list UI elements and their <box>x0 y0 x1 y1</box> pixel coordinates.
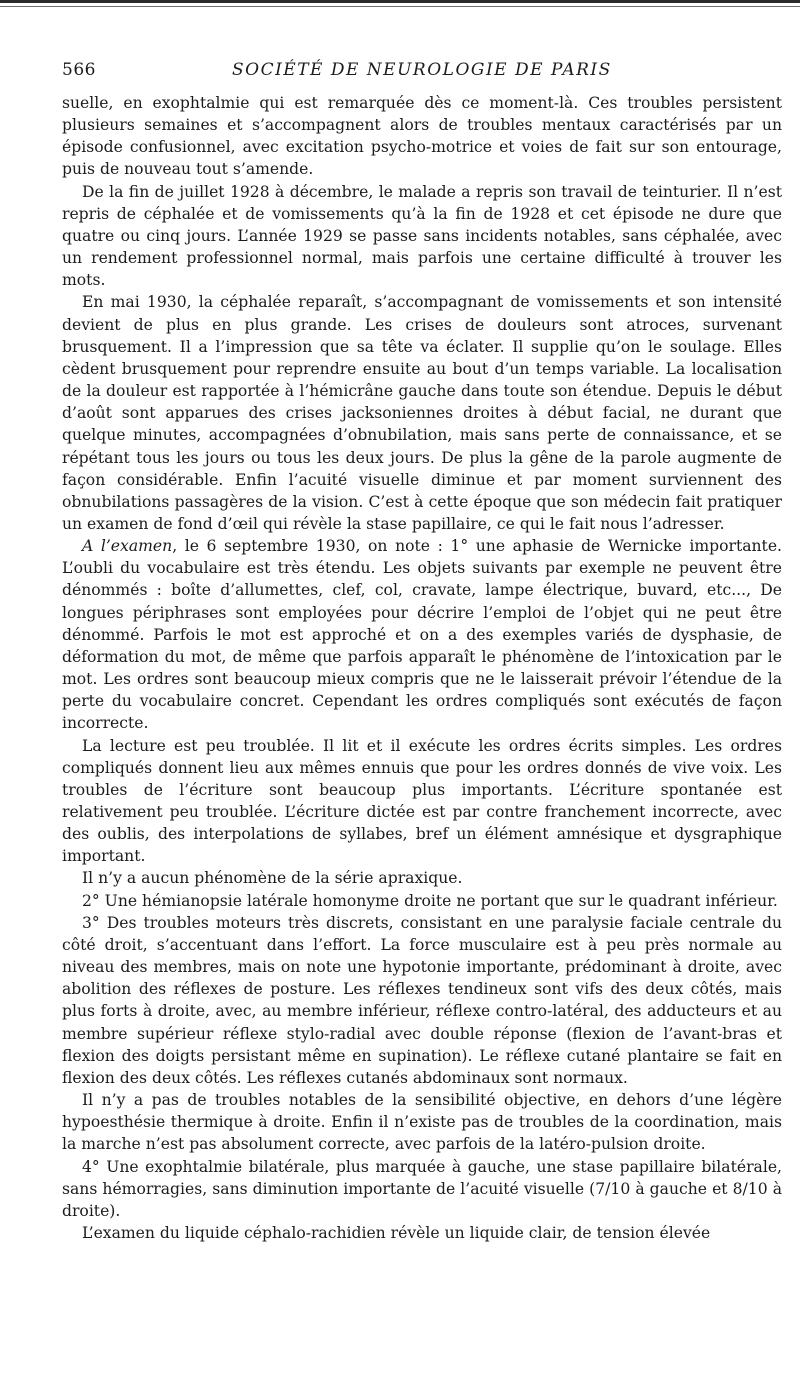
paragraph-3-text: En mai 1930, la céphalée reparaît, s’accompagnant de vomissements et son intensité devient de plus en plus grande. Les crises de douleurs sont atroces, survenant brusquement. Il a l’impression que sa tête va éclater. Il supplie qu’on le soulage. Elles cèdent brusquement pour reprendre ensuite au bout d’un temps variable. La localisation de la douleur est rapportée à l’hémicrâne gauche dans toute son étendue. Depuis le début d’août sont apparues des crises jacksoniennes droites à début facial, ne durant que quelque minutes, accompagnées d’obnubilation, mais sans perte de connaissance, et se répétant tous les jours ou tous les deux jours. De plus la gêne de la parole augmente de façon considérable. Enfin l’acuité visuelle diminue et par moment surviennent des obnubilations passagères de la vision. C’est à cette époque que son médecin fait pratiquer un examen de fond d’œil qui révèle la stase papillaire, ce qui le fait nous l’adresser. <box>62 293 782 533</box>
paragraph-8 <box>62 912 782 1089</box>
paragraph-2 <box>62 181 782 292</box>
paragraph-8-text: 3° Des troubles moteurs très discrets, consistant en une paralysie faciale centrale du côté droit, s’accentuant dans l’effort. La force musculaire est à peu près normale au niveau des membres, mais on note une hypotonie importante, prédominant à droite, avec abolition des réflexes de posture. Les réflexes tendineux sont vifs des deux côtés, mais plus forts à droite, avec, au membre inférieur, réflexe contro-latéral, des adducteurs et au membre supérieur réflexe stylo-radial avec double réponse (flexion de l’avant-bras et flexion des doigts persistant même en supination). Le réflexe cutané plantaire se fait en flexion des deux côtés. Les réflexes cutanés abdominaux sont normaux. <box>62 913 782 1087</box>
running-title: SOCIÉTÉ DE NEUROLOGIE DE PARIS <box>232 60 612 80</box>
top-border-thin-rule <box>0 6 800 7</box>
paragraph-10-text: 4° Une exophtalmie bilatérale, plus marquée à gauche, une stase papillaire bilatérale, sans hémorragies, sans diminution importante de l’acuité visuelle (7/10 à gauche et 8/10 à droite). <box>62 1157 782 1220</box>
article-body <box>62 92 782 1244</box>
paragraph-9 <box>62 1089 782 1155</box>
paragraph-10 <box>62 1156 782 1222</box>
paragraph-4-text: , le 6 septembre 1930, on note : 1° une aphasie de Wernicke importante. L’oubli du vocabulaire est très étendu. Les objets suivants par exemple ne peuvent être dénommés : boîte d’allumettes, clef, col, cravate, lampe électrique, buvard, etc..., De longues périphrases sont employées pour décrire l’emploi de l’objet qui ne peut être dénommé. Parfois le mot est approché et on a des exemples variés de dysphasie, de déformation du mot, de même que parfois apparaît le phénomène de l’intoxication par le mot. Les ordres sont beaucoup mieux compris que ne le laisserait prévoir l’étendue de la perte du vocabulaire concret. Cependant les ordres compliqués sont exécutés de façon incorrecte. <box>62 537 783 733</box>
paragraph-2-text: De la fin de juillet 1928 à décembre, le malade a repris son travail de teinturier. Il n’est repris de céphalée et de vomissements qu’à la fin de 1928 et cet épisode ne dure que quatre ou cinq jours. L’année 1929 se passe sans incidents notables, sans céphalée, avec un rendement professionnel normal, mais parfois une certaine difficulté à trouver les mots. <box>62 182 782 290</box>
paragraph-6-text: Il n’y a aucun phénomène de la série apraxique. <box>82 869 463 888</box>
paragraph-4 <box>62 535 782 734</box>
paragraph-1 <box>62 92 782 181</box>
paragraph-7 <box>62 890 782 912</box>
paragraph-1-text: suelle, en exophtalmie qui est remarquée dès ce moment-là. Ces troubles persistent plusieurs semaines et s’accompagnent alors de troubles mentaux caractérisés par un épisode confusionnel, avec excitation psycho-motrice et voies de fait sur son entourage, puis de nouveau tout s’amende. <box>62 94 782 179</box>
paragraph-9-text: Il n’y a pas de troubles notables de la sensibilité objective, en dehors d’une légère hypoesthésie thermique à droite. Enfin il n’existe pas de troubles de la coordination, mais la marche n’est pas absolument correcte, avec parfois de la latéro-pulsion droite. <box>62 1091 782 1154</box>
paragraph-7-text: 2° Une hémianopsie latérale homonyme droite ne portant que sur le quadrant inférieur. <box>82 891 778 910</box>
paragraph-11-text: L’examen du liquide céphalo-rachidien révèle un liquide clair, de tension élevée <box>82 1223 711 1242</box>
top-border-rule <box>0 0 800 3</box>
paragraph-5-text: La lecture est peu troublée. Il lit et il exécute les ordres écrits simples. Les ordres compliqués donnent lieu aux mêmes ennuis que pour les ordres donnés de vive voix. Les troubles de l’écriture sont beaucoup plus importants. L’écriture spontanée est relativement peu troublée. L’écriture dictée est par contre franchement incorrecte, avec des oublis, des interpolations de syllabes, bref un élément amnésique et dysgraphique important. <box>62 736 782 866</box>
page-number: 566 <box>62 60 96 80</box>
paragraph-3 <box>62 291 782 535</box>
paragraph-5 <box>62 735 782 868</box>
page-header <box>62 60 782 90</box>
paragraph-6 <box>62 867 782 889</box>
paragraph-11 <box>62 1222 782 1244</box>
paragraph-4-lead: A l’examen <box>82 537 173 556</box>
